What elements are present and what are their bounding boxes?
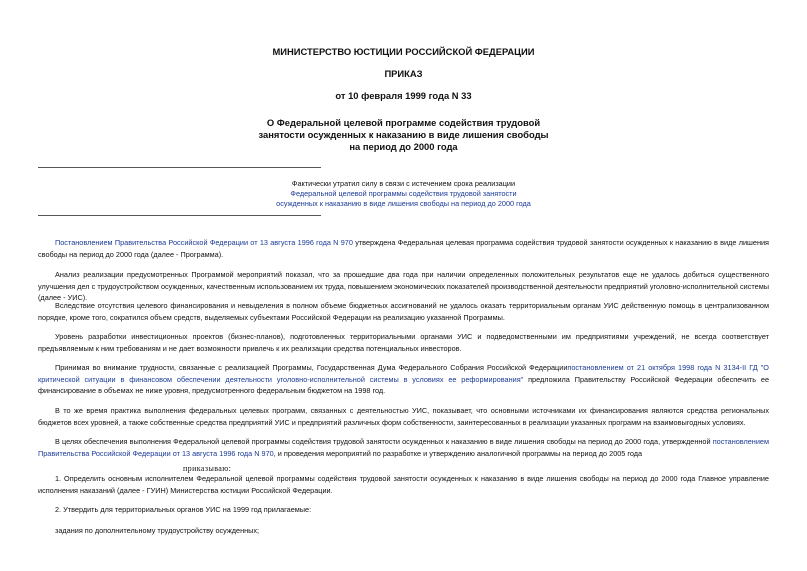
paragraph-3: Вследствие отсутствия целевого финансирования и невыделения в полном объеме бюджетных ассигнований не удалось оказать территориальным органам УИС действенную помощь в централизованном порядке, кроме того, сократился объем средств, выделяемых субъектами Российской Федерации на реализацию указанной Программы. [38,301,769,322]
paragraph-5-text-a: Принимая во внимание трудности, связанные с реализацией Программы, Государственная Дума Федерального Собрания Российской Федерации [55,363,568,372]
order-item-2-subitem: задания по дополнительному трудоустройству осужденных; [55,526,260,535]
status-note-line-1: Фактически утратил силу в связи с истечением срока реализации [291,179,516,188]
order-item-2: 2. Утвердить для территориальных органов УИС на 1999 год прилагаемые: [55,505,312,514]
paragraph-1-text: утверждена Федеральная целевая программа содействия трудовой занятости осужденных к наказанию в виде лишения свободы на период до 2000 года (далее - Программа). [38,238,770,259]
document-type: ПРИКАЗ [384,68,423,79]
document-title-line-1: О Федеральной целевой программе содействия трудовой [266,117,541,128]
paragraph-5 [38,362,769,397]
decree-970-link[interactable]: Постановлением Правительства Российской Федерации от 13 августа 1996 года N 970 [55,238,353,247]
paragraph-2: Анализ реализации предусмотренных Программой мероприятий показал, что за прошедшие два года при наличии определенных положительных результатов еще не удалось добиться существенного улучшения дел с трудоустройством осужденных, качественным использованием их труда, повышением экономических показателей производственной деятельности предприятий уголовно-исполнительной системы (далее - УИС). [38,270,769,303]
document-title-line-3: на период до 2000 года [349,141,458,152]
status-note-link-line-3[interactable]: осужденных к наказанию в виде лишения свободы на период до 2000 года [276,199,531,208]
paragraph-6: В то же время практика выполнения федеральных целевых программ, связанных с деятельностью УИС, показывает, что основными источниками их финансирования являются средства региональных бюджетов всех уровней, а также собственные средства предприятий УИС и предприятий различных форм собственности, заинтересованных в реализации указанных программ на взаимовыгодных условиях. [38,406,769,427]
decree-970-link-2[interactable]: постановлением Правительства Российской Федерации от 13 августа 1996 года N 970 [38,437,769,458]
paragraph-1 [38,237,769,260]
paragraph-4: Уровень разработки инвестиционных проектов (бизнес-планов), подготовленных территориальными органами УИС и подведомственными им предприятиями учреждений, не всегда соответствует предъявляемым к ним требованиям и не дает возможности привлечь к их реализации средства потенциальных инвесторов. [38,332,769,353]
divider-bottom [38,215,321,216]
paragraph-7-text-b: , и проведения мероприятий по разработке и утверждению аналогичной программы на период до 2005 года [273,448,643,458]
status-note-link-line-2[interactable]: Федеральной целевой программы содействия трудовой занятости [290,189,517,198]
order-item-1: 1. Определить основным исполнителем Федеральной целевой программы содействия трудовой занятости осужденных к наказанию в виде лишения свободы на период до 2000 года Главное управление исполнения наказаний (далее - ГУИН) Министерства юстиции Российской Федерации. [38,474,769,495]
ministry-heading: МИНИСТЕРСТВО ЮСТИЦИИ РОССИЙСКОЙ ФЕДЕРАЦИИ [272,46,535,57]
document-date-number: от 10 февраля 1999 года N 33 [335,90,472,101]
paragraph-7 [38,436,769,459]
order-word: приказываю: [183,464,232,473]
divider-top [38,167,321,168]
duma-resolution-link[interactable]: постановлением от 21 октября 1998 года N 3134-II ГД "О критической ситуации в финансовом обеспечении деятельности уголовно-исполнительной системы в условиях ее реформирования" [38,363,769,384]
paragraph-5-text-b: предложила Правительству Российской Федерации обеспечить ее финансирование в объемах не ниже уровня, предусмотренного федеральным бюджетом на 1998 год. [38,374,770,396]
document-title-line-2: занятости осужденных к наказанию в виде лишения свободы [258,129,549,140]
paragraph-7-text-a: В целях обеспечения выполнения Федеральной целевой программы содействия трудовой занятости осужденных к наказанию в виде лишения свободы на период до 2000 года, утвержденной [55,437,713,446]
